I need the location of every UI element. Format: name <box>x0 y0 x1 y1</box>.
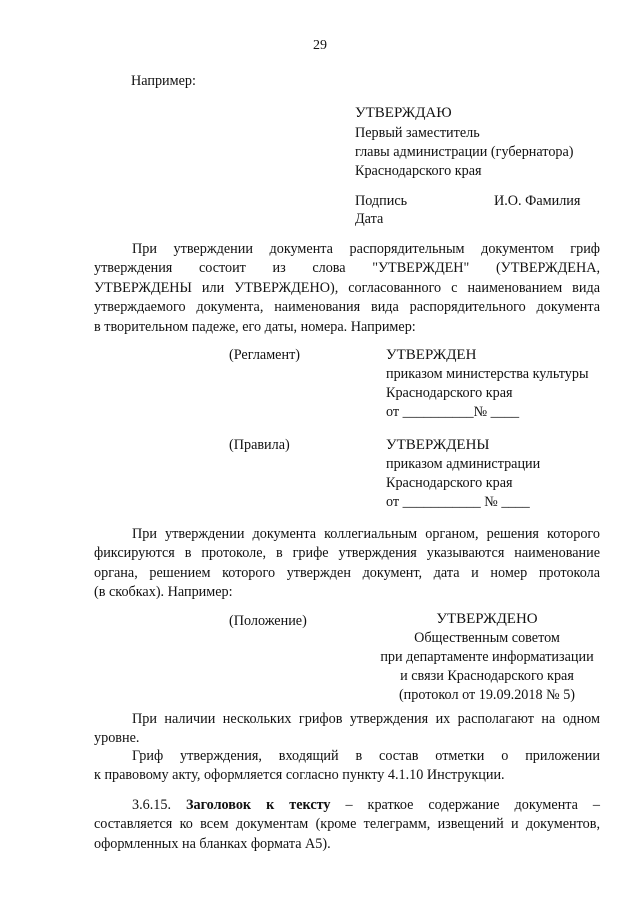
approval-stamp-line: приказом министерства культуры <box>386 366 589 382</box>
paragraph-line: к правовому акту, оформляется согласно пункту 4.1.10 Инструкции. <box>94 767 505 784</box>
example-intro: Например: <box>131 73 196 89</box>
approval-stamp-line: Краснодарского края <box>355 163 482 179</box>
paragraph-line: фиксируются в протоколе, в грифе утверждения указываются наименование <box>94 545 600 562</box>
paragraph-line: утверждения состоит из слова "УТВЕРЖДЕН" (УТВЕРЖДЕНА, <box>94 260 600 277</box>
paragraph-approval-by-collegial-body <box>94 525 600 603</box>
paragraph-line: При наличии нескольких грифов утверждения их располагают на одном <box>132 711 600 727</box>
paragraph-line: утверждаемого документа, наименования вида распорядительного документа <box>94 299 600 316</box>
paragraph-attachment-stamp <box>94 747 600 786</box>
approval-stamp-title: УТВЕРЖДАЮ <box>355 105 452 121</box>
section-number: 3.6.15. <box>132 797 172 813</box>
approval-stamp-line: приказом администрации <box>386 456 541 472</box>
paragraph-line: УТВЕРЖДЕНЫ или УТВЕРЖДЕНО), согласованного с наименованием вида <box>94 279 600 296</box>
paragraph-line: оформленных на бланках формата А5). <box>94 835 331 852</box>
approval-stamp-line: и связи Краснодарского края <box>400 668 574 684</box>
paragraph-line: в творительном падеже, его даты, номера. Например: <box>94 318 416 335</box>
signer-name: И.О. Фамилия <box>494 193 581 209</box>
paragraph-approval-by-order <box>94 240 600 337</box>
paragraph-line: При утверждении документа распорядительным документом гриф <box>132 241 600 257</box>
approval-stamp-line: от __________№ ____ <box>386 404 520 420</box>
approval-stamp-title: УТВЕРЖДЕНЫ <box>386 437 490 453</box>
section-definition-start: – краткое содержание документа – <box>345 797 601 813</box>
paragraph-line: При утверждении документа коллегиальным органом, решения которого <box>132 526 600 542</box>
example-doc-type: (Положение) <box>229 613 307 629</box>
paragraph-line: уровне. <box>94 730 140 747</box>
section-term: Заголовок к тексту <box>186 797 331 813</box>
paragraph-line: (в скобках). Например: <box>94 584 233 601</box>
date-label: Дата <box>355 211 384 227</box>
approval-stamp-line: Первый заместитель <box>355 125 480 141</box>
approval-stamp-line: Краснодарского края <box>386 385 513 401</box>
example-doc-type: (Регламент) <box>229 347 300 363</box>
approval-stamp-line: (протокол от 19.09.2018 № 5) <box>398 687 576 703</box>
approval-stamp-line: при департаменте информатизации <box>380 649 594 665</box>
paragraph-line <box>94 796 600 815</box>
approval-stamp-block <box>362 610 612 705</box>
paragraph-line: Гриф утверждения, входящий в состав отметки о приложении <box>132 748 600 764</box>
approval-stamp-line: Краснодарского края <box>386 475 513 491</box>
page-number: 29 <box>313 38 327 53</box>
approval-stamp-title: УТВЕРЖДЕН <box>386 347 477 363</box>
paragraph-line: составляется ко всем документам (кроме телеграмм, извещений и документов, <box>94 816 600 833</box>
approval-stamp-line: главы администрации (губернатора) <box>355 144 574 160</box>
approval-stamp-line: от ___________ № ____ <box>386 494 530 510</box>
paragraph-multiple-stamps <box>94 710 600 749</box>
paragraph-line: органа, решением которого утвержден документ, дата и номер протокола <box>94 564 600 581</box>
signature-label: Подпись <box>355 193 408 209</box>
example-doc-type: (Правила) <box>229 437 290 453</box>
paragraph-text-heading <box>94 796 600 854</box>
approval-stamp-title: УТВЕРЖДЕНО <box>436 611 538 627</box>
approval-stamp-line: Общественным советом <box>414 630 560 646</box>
